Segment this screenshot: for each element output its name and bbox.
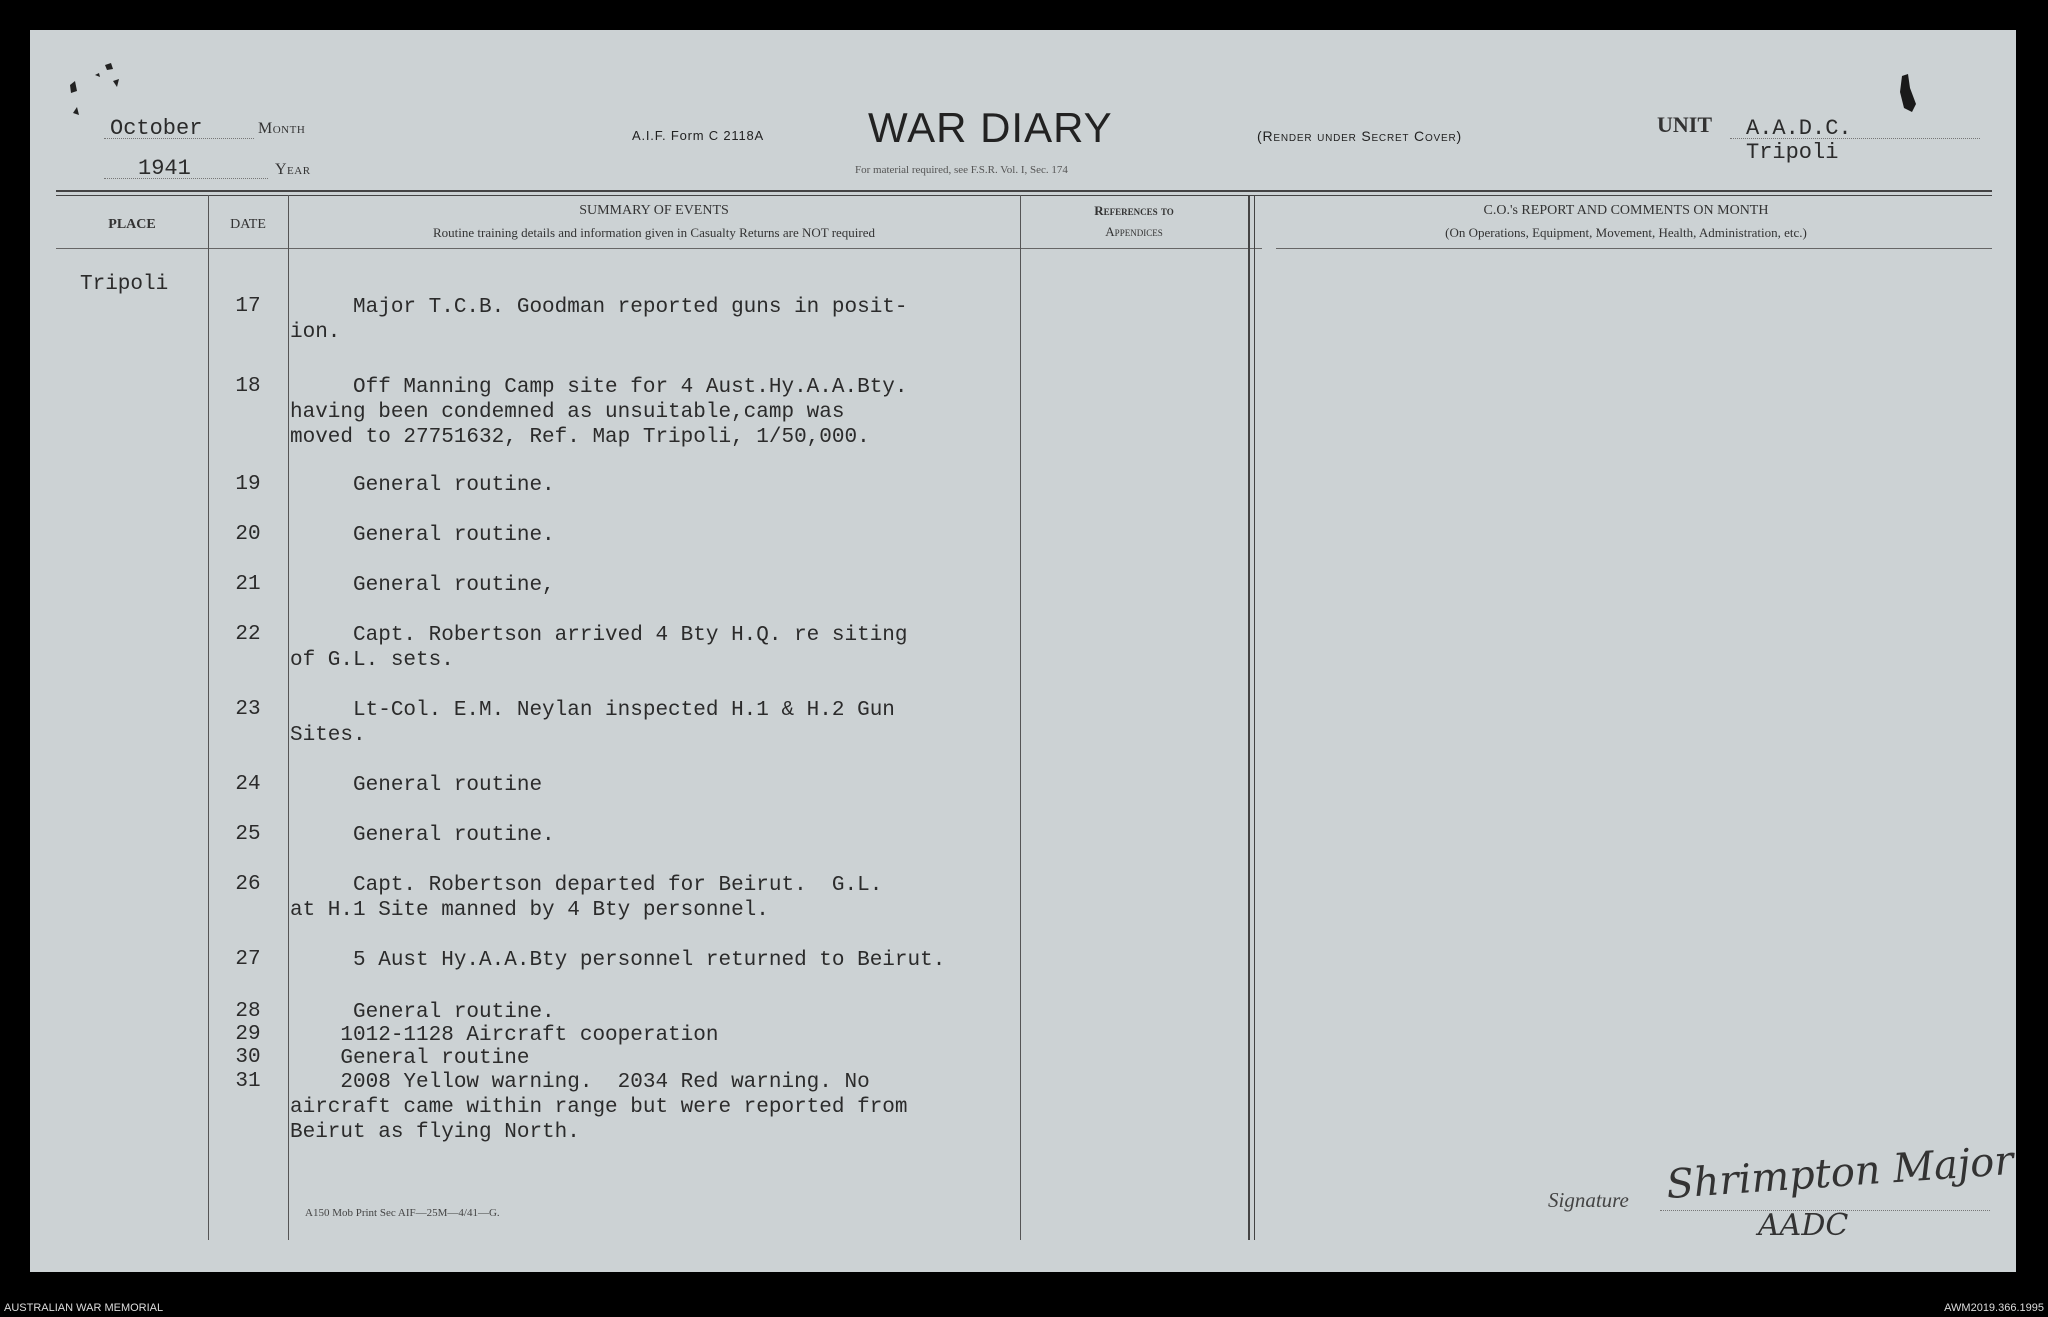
entry-text: General routine	[290, 1047, 530, 1070]
col-rule-place	[208, 195, 209, 1240]
col-place-heading: PLACE	[108, 217, 156, 232]
col-references-heading-2: Appendices	[1105, 224, 1163, 239]
entry-text: Capt. Robertson arrived 4 Bty H.Q. re siting of G.L. sets.	[290, 624, 908, 672]
entry-date: 24	[235, 773, 261, 796]
header-bottom-rule-left	[56, 248, 1262, 249]
entry-date: 20	[235, 523, 261, 546]
year-dotted-line	[104, 178, 268, 179]
diary-page	[30, 30, 2016, 1272]
month-value: October	[110, 116, 203, 141]
col-co-report-note: (On Operations, Equipment, Movement, Health, Administration, etc.)	[1445, 225, 1807, 240]
signature-handwritten: Shrimpton Major	[1664, 1137, 2015, 1209]
entry-text: 5 Aust Hy.A.A.Bty personnel returned to Beirut.	[290, 949, 946, 972]
entry-text: General routine.	[290, 824, 555, 847]
entry-text: General routine.	[290, 524, 555, 547]
entry-text: General routine	[290, 774, 543, 797]
entry-text: General routine.	[290, 474, 555, 497]
form-label: A.I.F. Form C 2118A	[632, 128, 764, 143]
footer-reference: AWM2019.366.1995	[1944, 1302, 2044, 1314]
place-value: Tripoli	[80, 273, 169, 296]
entry-date: 18	[235, 375, 261, 398]
entry-date: 21	[235, 573, 261, 596]
header-bottom-rule-right	[1276, 248, 1992, 249]
col-co-report-heading: C.O.'s REPORT AND COMMENTS ON MONTH	[1483, 203, 1769, 218]
entry-date: 22	[235, 623, 261, 646]
entry-date: 23	[235, 698, 261, 721]
print-note: A150 Mob Print Sec AIF—25M—4/41—G.	[305, 1207, 500, 1219]
table-top-rule	[56, 190, 1992, 192]
month-label: Month	[258, 120, 306, 137]
col-references-heading-1: References to	[1094, 203, 1174, 218]
unit-dotted-line	[1730, 138, 1980, 139]
entry-text: Capt. Robertson departed for Beirut. G.L. at H.1 Site manned by 4 Bty personnel.	[290, 874, 883, 922]
year-label: Year	[275, 161, 311, 178]
unit-value: A.A.D.C.	[1746, 116, 1852, 141]
col-rule-refs-2	[1254, 195, 1255, 1240]
col-rule-summary	[1020, 195, 1021, 1240]
month-dotted-line	[104, 138, 254, 139]
signature-label: Signature	[1548, 1188, 1629, 1212]
entry-date: 29	[235, 1023, 261, 1046]
entry-text: General routine,	[290, 574, 555, 597]
unit-label: UNIT	[1657, 112, 1713, 137]
col-summary-heading: SUMMARY OF EVENTS	[579, 203, 729, 218]
page-subtitle: For material required, see F.S.R. Vol. I, Sec. 174	[855, 164, 1068, 176]
entry-date: 30	[235, 1046, 261, 1069]
footer-credit: AUSTRALIAN WAR MEMORIAL	[4, 1302, 164, 1314]
table-top-rule-2	[56, 195, 1992, 196]
col-rule-refs-1	[1248, 195, 1250, 1240]
col-date-heading: DATE	[230, 217, 266, 232]
entry-date: 19	[235, 473, 261, 496]
entry-text: 1012-1128 Aircraft cooperation	[290, 1024, 719, 1047]
entry-date: 27	[235, 948, 261, 971]
entry-date: 17	[235, 295, 261, 318]
entry-text: 2008 Yellow warning. 2034 Red warning. No aircraft came within range but were reported from Beirut as flying North.	[290, 1071, 908, 1144]
year-value: 1941	[138, 156, 191, 181]
punch-marks-left	[65, 55, 135, 125]
entry-text: General routine.	[290, 1001, 555, 1024]
entry-date: 28	[235, 1000, 261, 1023]
entry-date: 26	[235, 873, 261, 896]
entry-text: Lt-Col. E.M. Neylan inspected H.1 & H.2 Gun Sites.	[290, 699, 895, 747]
entry-date: 25	[235, 823, 261, 846]
punch-mark-right	[1890, 70, 1930, 130]
entry-date: 31	[235, 1070, 261, 1093]
page-title: WAR DIARY	[868, 104, 1113, 151]
unit-location: Tripoli	[1746, 140, 1839, 165]
col-summary-note: Routine training details and information given in Casualty Returns are NOT required	[432, 225, 876, 240]
signature-unit-handwritten: AADC	[1758, 1208, 1849, 1243]
col-rule-date	[288, 195, 289, 1240]
cover-note: (Render under Secret Cover)	[1257, 128, 1462, 144]
entry-text: Off Manning Camp site for 4 Aust.Hy.A.A.Bty. having been condemned as unsuitable,camp was moved to 27751632, Ref. Map Tripoli, 1/50,000.	[290, 376, 908, 449]
entry-text: Major T.C.B. Goodman reported guns in posit- ion.	[290, 296, 908, 344]
